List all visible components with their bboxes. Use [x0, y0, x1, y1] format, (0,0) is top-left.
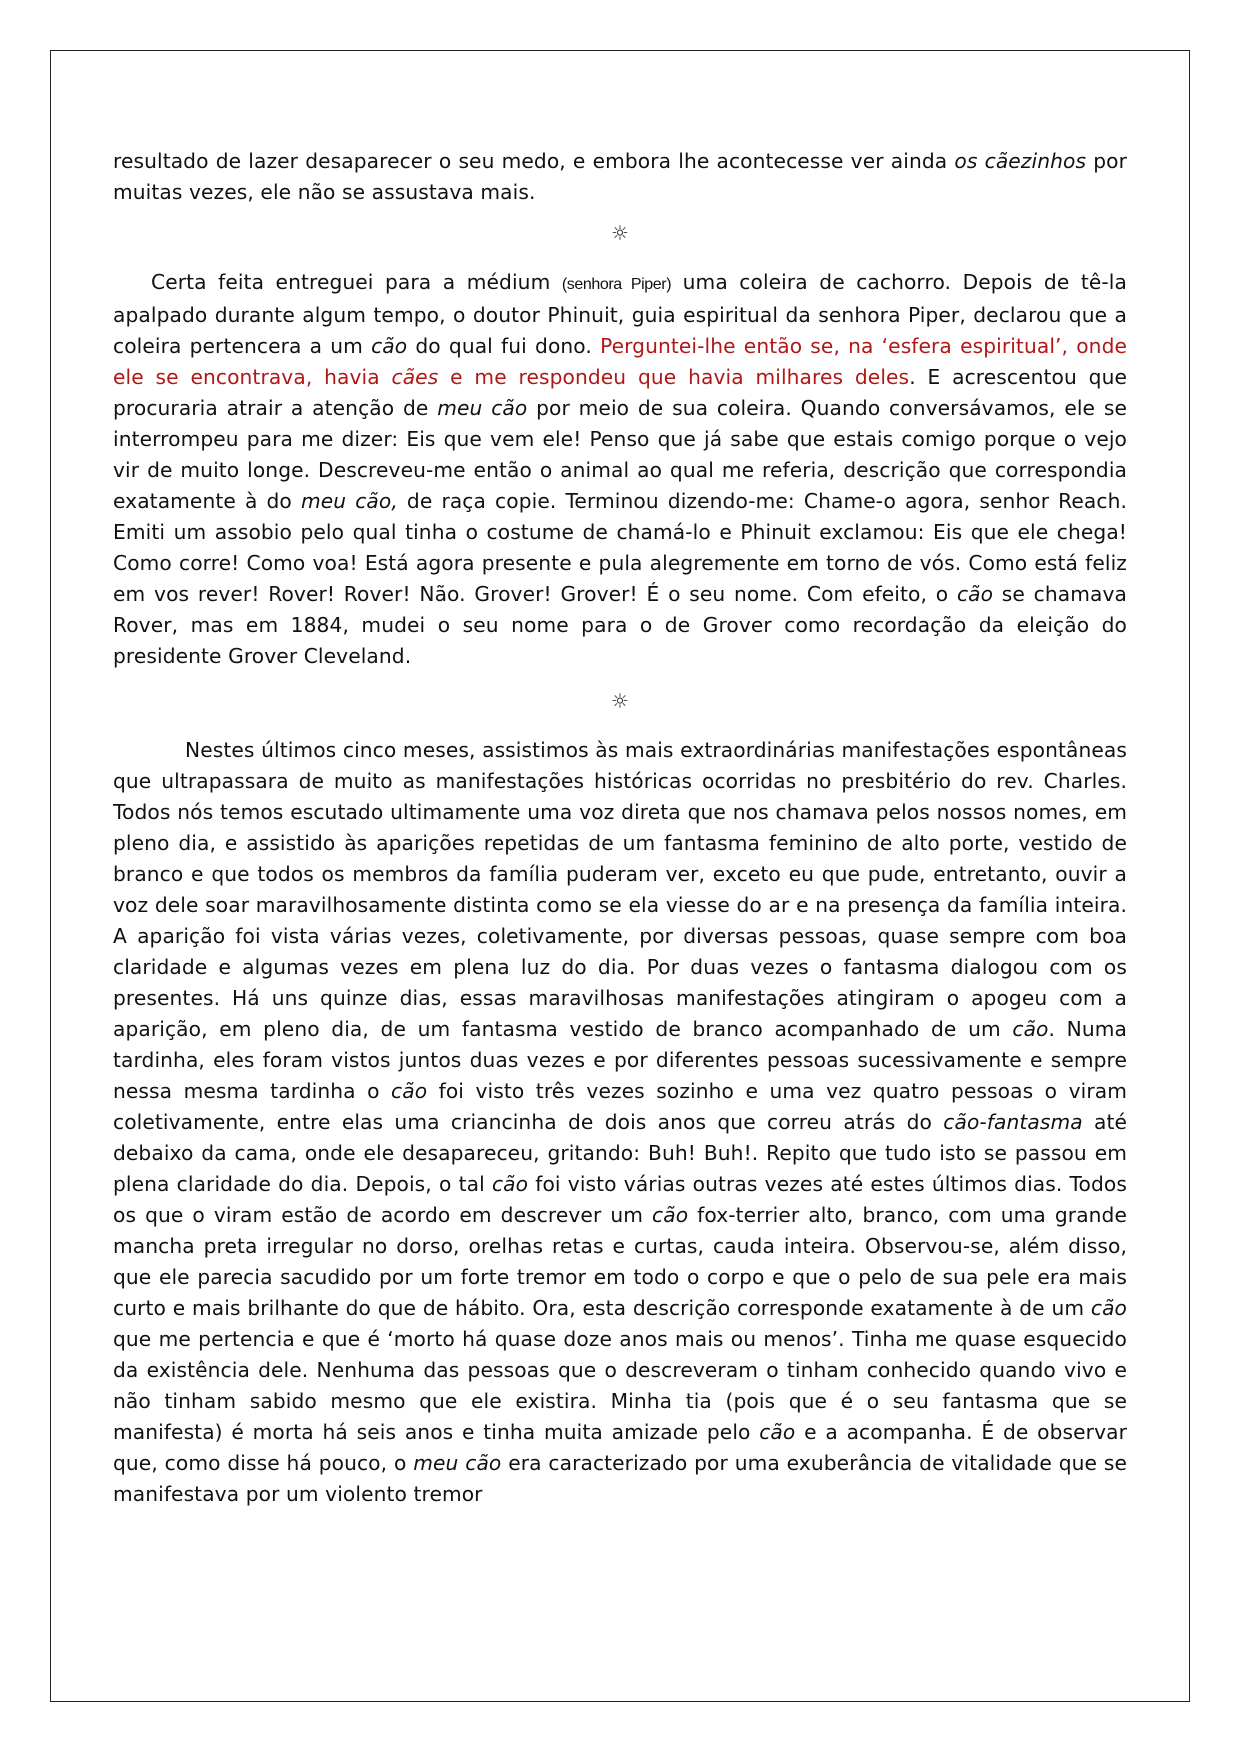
italic-run: cão	[759, 1420, 796, 1444]
italic-run: cão-fantasma	[943, 1110, 1083, 1134]
italic-run: meu cão	[413, 1451, 502, 1475]
highlighted-red-italic: cães	[391, 365, 439, 389]
italic-run: os cãezinhos	[954, 149, 1087, 173]
text-run: foi visto várias outras vezes até estes últimos dias. Todos os que o viram estão de acordo em descrever um	[113, 1172, 1127, 1227]
italic-run: cão	[1012, 1017, 1049, 1041]
italic-run: cão	[391, 1079, 428, 1103]
text-run: e a acompanha. É de observar que, como disse há pouco, o	[113, 1420, 1127, 1475]
highlighted-red-text: e me respondeu que havia milhares deles	[438, 365, 910, 389]
italic-run: meu cão	[437, 396, 528, 420]
text-run: foi visto três vezes sozinho e uma vez quatro pessoas o viram coletivamente, entre elas uma criancinha de dois anos que correu atrás do	[113, 1079, 1127, 1134]
italic-run: cão	[956, 582, 994, 606]
italic-run: cão	[371, 334, 408, 358]
text-run: de raça copie. Terminou dizendo-me: Chame-o agora, senhor Reach. Emiti um assobio pelo qual tinha o costume de chamá-lo e Phinuit exclamou: Eis que ele chega! Como corre! Como voa! Está agora presente e pula alegremente em torno de vós. Como está feliz em vos rever! Rover! Rover! Não. Grover! Grover! É o seu nome. Com efeito, o	[113, 489, 1128, 606]
document-body	[113, 146, 1127, 1510]
text-run: por meio de sua coleira. Quando conversávamos, ele se interrompeu para me dizer: Eis que vem ele! Penso que já sabe que estais comigo porque o vejo vir de muito longe. Descreveu-me então o animal ao qual me referia, descrição que correspondia exatamente à do	[113, 396, 1127, 513]
text-run: se chamava Rover, mas em 1884, mudei o seu nome para o de Grover como recordação da eleição do presidente Grover Cleveland.	[113, 582, 1127, 668]
italic-run: cão	[491, 1172, 529, 1196]
parenthetical-note: (senhora Piper)	[561, 276, 672, 293]
sun-separator-icon: ☼	[610, 689, 630, 713]
text-run: uma coleira de cachorro. Depois de tê-la apalpado durante algum tempo, o doutor Phinuit, guia espiritual da senhora Piper, declarou que a coleira pertencera a um	[113, 270, 1127, 358]
highlighted-red-text: Perguntei-lhe então se, na ‘esfera espiritual’, onde ele se encontrava, havia	[113, 334, 1127, 389]
paragraph-manifestations	[113, 735, 1127, 1510]
italic-run: cão	[652, 1203, 689, 1227]
text-run: . Numa tardinha, eles foram vistos juntos duas vezes e por diferentes pessoas sucessivamente e sempre nessa mesma tardinha o	[113, 1017, 1127, 1103]
sun-separator-icon: ☼	[610, 221, 630, 245]
text-run: fox-terrier alto, branco, com uma grande mancha preta irregular no dorso, orelhas retas e curtas, cauda inteira. Observou-se, além disso, que ele parecia sacudido por um forte tremor em todo o corpo e que o pelo de sua pele era mais curto e mais brilhante do que de hábito. Ora, esta descrição corresponde exatamente à de um	[113, 1203, 1127, 1320]
text-run: por muitas vezes, ele não se assustava mais.	[113, 149, 1127, 204]
paragraph-continuation	[113, 146, 1127, 208]
text-run: até debaixo da cama, onde ele desapareceu, gritando: Buh! Buh!. Repito que tudo isto se passou em plena claridade do dia. Depois, o tal	[113, 1110, 1127, 1196]
italic-run: cão	[1090, 1296, 1127, 1320]
text-run: resultado de lazer desaparecer o seu medo, e embora lhe acontecesse ver ainda	[113, 149, 955, 173]
text-run: Certa feita entreguei para a médium	[151, 270, 562, 294]
text-run: era caracterizado por uma exuberância de vitalidade que se manifestava por um violento tremor	[113, 1451, 1128, 1506]
paragraph-piper	[113, 267, 1127, 672]
text-run: do qual fui dono.	[407, 334, 601, 358]
italic-run: meu cão,	[300, 489, 398, 513]
text-run: . E acrescentou que procuraria atrair a atenção de	[113, 365, 1127, 420]
text-run: que me pertencia e que é ‘morto há quase doze anos mais ou menos’. Tinha me quase esquecido da existência dele. Nenhuma das pessoas que o descreveram o tinham conhecido quando vivo e não tinham sabido mesmo que ele existira. Minha tia (pois que é o seu fantasma que se manifesta) é morta há seis anos e tinha muita amizade pelo	[113, 1327, 1127, 1444]
text-run: Nestes últimos cinco meses, assistimos às mais extraordinárias manifestações espontâneas que ultrapassara de muito as manifestações históricas ocorridas no presbitério do rev. Charles. Todos nós temos escutado ultimamente uma voz direta que nos chamava pelos nossos nomes, em pleno dia, e assistido às aparições repetidas de um fantasma feminino de alto porte, vestido de branco e que todos os membros da família puderam ver, exceto eu que pude, entretanto, ouvir a voz dele soar maravilhosamente distinta como se ela viesse do ar e na presença da família inteira. A aparição foi vista várias vezes, coletivamente, por diversas pessoas, quase sempre com boa claridade e algumas vezes em plena luz do dia. Por duas vezes o fantasma dialogou com os presentes. Há uns quinze dias, essas maravilhosas manifestações atingiram o apogeu com a aparição, em pleno dia, de um fantasma vestido de branco acompanhado de um	[113, 738, 1127, 1041]
